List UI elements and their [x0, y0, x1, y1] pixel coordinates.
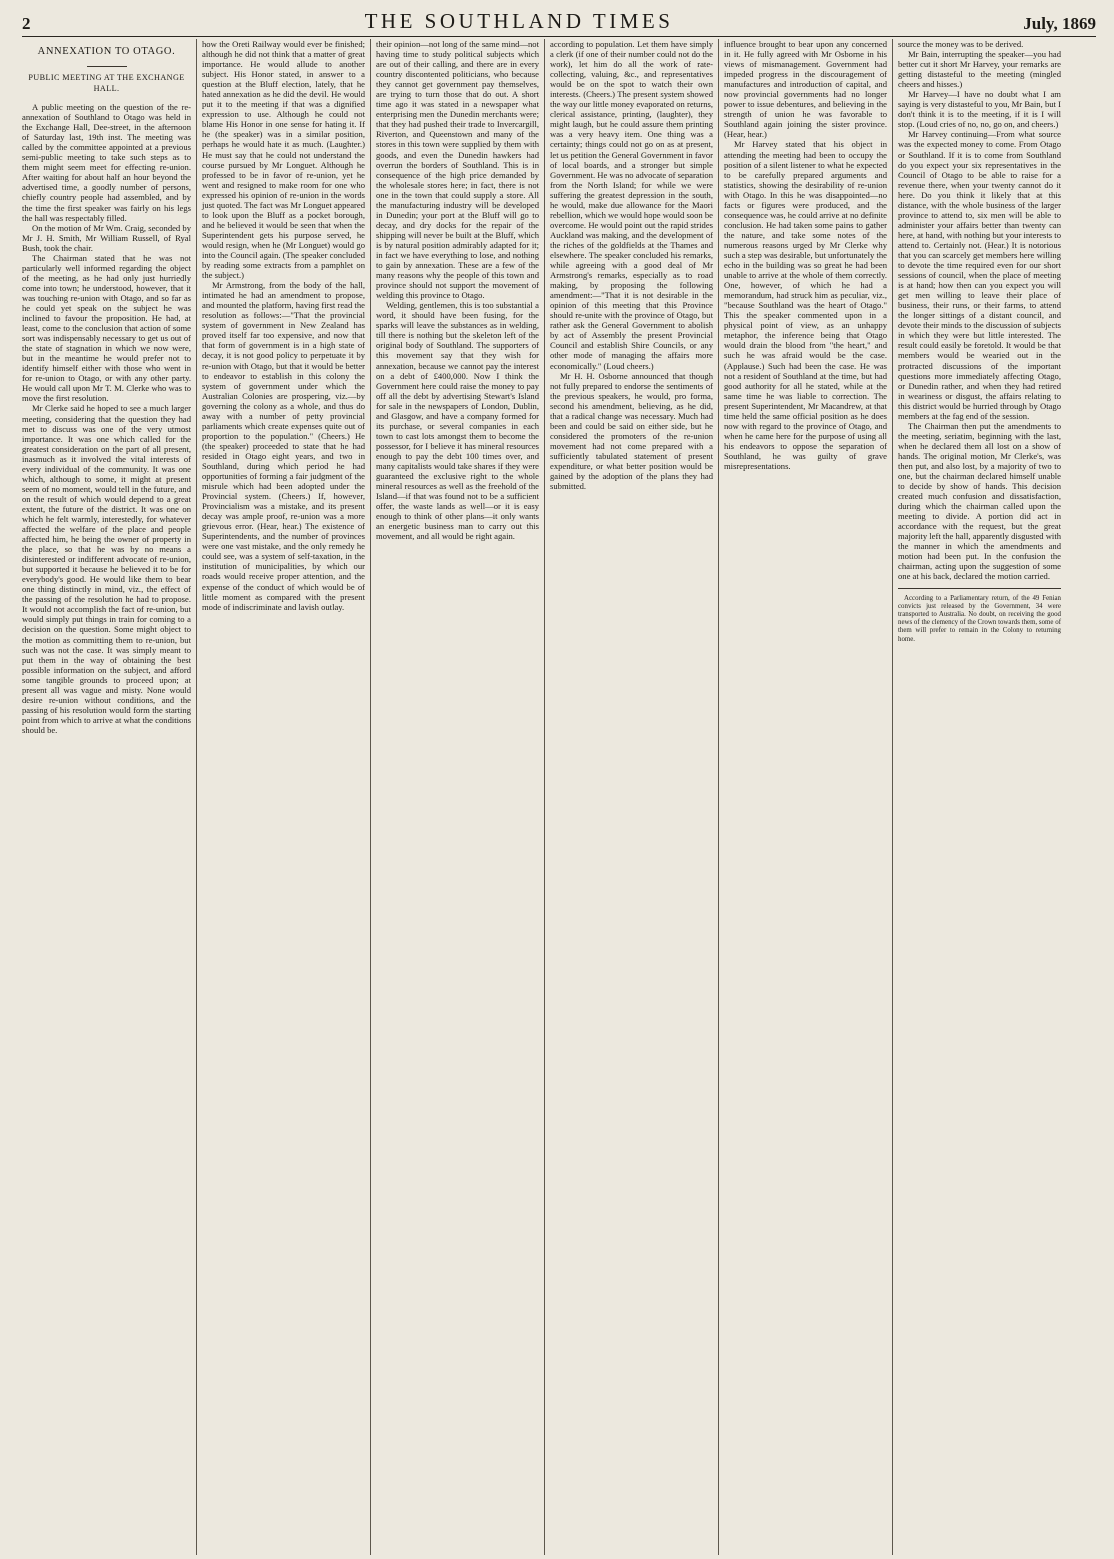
- paragraph: influence brought to bear upon any concerned in it. He fully agreed with Mr Osborne in his views of mismanagement. Government had impeded progress in the discouragement of manufactures and introduction of capital, and now provincial governments had no longer power to issue debentures, and believing in the strength of union he was favorable to Southland again joining the sister province. (Hear, hear.): [724, 39, 887, 140]
- footnote: According to a Parliamentary return, of the 49 Fenian convicts just released by the Government, 34 were transported to Australia. No doubt, on receiving the good news of the clemency of the Crown towards them, some of them will prefer to remain in the Colony to returning home.: [898, 588, 1061, 644]
- paragraph: their opinion—not long of the same mind—not having time to study political subjects which are out of their calling, and there are in every country discontented politicians, who because they cannot get government pay themselves, are trying to turn those that do out. A short time ago it was stated in a newspaper what enterprising men the Dunedin merchants were; that they had pushed their trade to Invercargill, Riverton, and Queenstown and many of the stores in this town were supplied by them with goods, and even the Dunedin hawkers had overrun the borders of Southland. This is in consequence of the high price demanded by the wholesale stores here; in fact, there is not one in the town that could supply a store. All the manufacturing industry will be developed in Dunedin; your port at the Bluff will go to decay, and dry docks for the repair of the shipping will never be built at the Bluff, which is by natural position admirably adapted for it; in fact we have everything to lose, and nothing to gain by annexation. These are a few of the many reasons why the people of this town and province should not support the movement of welding this province to Otago.: [376, 39, 539, 301]
- column-5: [718, 39, 892, 1555]
- paragraph: according to population. Let them have simply a clerk (if one of their number could not do the work), let him do all the work of rate-collecting, valuing, &c., and representatives would be on the spot to watch their own interests. (Cheers.) The present system showed the way our little money evaporated on returns, clerical assistance, printing, (laughter), they might laugh, but he could assure them printing was a very heavy item. One thing was a certainty; things could not go on as at present, let us petition the General Government in favor of local boards, and a stronger but simple Government. He was no advocate of separation from the North Island; for while we were suffering the greatest depression in the south, he would, make due allowance for the Maori rebellion, which we would hope would soon be overcome. He would point out the rapid strides Auckland was making, and the development of the riches of the goldfields at the Thames and elsewhere. The speaker concluded his remarks, while agreeing with a good deal of Mr Armstrong's remarks, especially as to road making, by proposing the following amendment:—"That it is not desirable in the opinion of this meeting that this Province should re-unite with the province of Otago, but rather ask the General Government to abolish by act of Assembly the present Provincial Council and establish Shire Councils, or any other mode of managing the affairs more economically." (Loud cheers.): [550, 39, 713, 371]
- paragraph: Mr H. H. Osborne announced that though not fully prepared to endorse the sentiments of the previous speakers, he would, pro forma, second his amendment, believing, as he did, that a radical change was necessary. Much had been and could be said on either side, but he considered the promoters of the re-union movement had not come prepared with a sufficiently tabulated statement of present expenditure, or what better position would be gained by the adoption of the plans they had submitted.: [550, 370, 713, 492]
- issue-date: July, 1869: [1023, 14, 1096, 33]
- paragraph: Mr Harvey continuing—From what source was the expected money to come. From Otago or Southland. If it is to come from Southland do you expect your six representatives in the Council of Otago to be able to raise for a revenue there, when your twenty cannot do it here. Do you think it likely that at this distance, with the whole business of the larger province to attend to, six men will be able to administer your affairs better than twenty can here, at hand, with nothing but your interests to attend to. Certainly not. (Hear.) It is notorious that you can scarcely get members here willing to devote the time required even for our short sessions of council, when the place of meeting is at hand; how then can you expect you will get men willing to leave their place of business, their runs, or their farms, to attend the longer sittings of a distant council, and devote their minds to the discussion of subjects in which they were but little interested. The result could easily be foretold. It would be that members would be wearied out in the protracted discussions of the important questions more immediately affecting Otago, or Dunedin rather, and when they had retired in weariness or disgust, the affairs relating to this district would be hurried through by Otago members at the fag end of the session.: [898, 129, 1061, 421]
- paragraph: A public meeting on the question of the re-annexation of Southland to Otago was held in the Exchange Hall, Dee-street, in the afternoon of Saturday last, 19th inst. The meeting was called by the committee appointed at a previous semi-public meeting to take such steps as to them might seem meet for effecting re-union. After waiting for about half an hour beyond the advertised time, a goodly number of persons, chiefly country people had assembled, and by the time the first speaker was fairly on his legs the hall was respectably filled.: [22, 102, 191, 223]
- paragraph: Mr Harvey stated that his object in attending the meeting had been to occupy the position of a silent listener to what he expected to be carefully prepared arguments and statistics, showing the desirability of re-union with Otago. In this he was disappointed—no facts or figures were produced, and the consequence was, he could arrive at no definite conclusion. He had taken some pains to gather the nature, and take some notes of the numerous reasons urged by Mr Clerke why such a step was desirable, but unfortunately the echo in the building was so great he had been unable to arrive at the whole of them correctly. One, however, of which he had a memorandum, had struck him as peculiar, viz., "because Southland was the heart of Otago." This the speaker commented upon in a physical point of view, as an unhappy metaphor, the inference being that Otago would drain the blood from "the heart," and such he was afraid would be the case. (Applause.) Such had been the case. He was not a resident of Southland at the time, but had good authority for all he stated, while at the same time he was liable to correction. The present Superintendent, Mr Macandrew, at that time held the same official position as he does now with regard to the province of Otago, and when he came here for the purpose of using all his endeavors to oppose the separation of Southland, he was guilty of grave misrepresentations.: [724, 139, 887, 471]
- headline-rule: [87, 66, 127, 67]
- paragraph: The Chairman then put the amendments to the meeting, seriatim, beginning with the last, when he declared them all lost on a show of hands. The original motion, Mr Clerke's, was then put, and also lost, by a majority of two to one, but the chairman declared himself unable to decide by show of hands. This decision created much confusion and dissatisfaction, during which the chairman called upon the meeting to divide. A portion did act in accordance with the request, but the great majority left the hall, apparently disgusted with the manner in which the amendments and motion had been put. In the confusion the chairman, acting upon the suggestion of some one at his back, declared the motion carried.: [898, 420, 1062, 582]
- column-1: [22, 39, 196, 1555]
- article-headline: ANNEXATION TO OTAGO.: [37, 46, 176, 57]
- page-number: 2: [22, 14, 31, 33]
- paragraph: source the money was to be derived.: [898, 39, 1024, 49]
- newspaper-title: THE SOUTHLAND TIMES: [364, 9, 674, 33]
- column-4: [544, 39, 718, 1555]
- paragraph: On the motion of Mr Wm. Craig, seconded by Mr J. H. Smith, Mr William Russell, of Ryal Bush, took the chair.: [22, 222, 191, 253]
- paragraph: Mr Bain, interrupting the speaker—you had better cut it short Mr Harvey, your remarks are getting distasteful to the meeting (mingled cheers and hisses.): [898, 49, 1061, 90]
- paragraph: Mr Clerke said he hoped to see a much larger meeting, considering that the question they had met to discuss was one of the very utmost importance. It was one which called for the greatest consideration on the part of all present, inasmuch as it involved the vital interests of every individual of the community. It was one which, although to some, it might at present seem of no moment, would tell in the future, and on the result of which would depend to a great extent, the future of the district. It was one on which he felt warmly, interestedly, for whatever affected the welfare of the place and people affected him, he being the owner of property in the place, so that he was by no means a disinterested or indifferent advocate of re-union, but supported it because he believed it to be for everybody's good. He would like them to bear one thing distinctly in mind, viz., the effect of the passing of the resolution he had to propose. It would not accomplish the fact of re-union, but would simply put things in train for coming to a decision on the question. Some might object to the motion as committing them to re-union, but such was not the case. It was simply meant to put them in the way of obtaining the best possible information on the subject, and afford some tangible grounds to proceed upon; at present all was vague and misty. None would desire re-union without conditions, and the passing of his resolution would form the starting point from which to arrive at what the conditions should be.: [22, 403, 191, 735]
- masthead: [22, 0, 1096, 37]
- column-6: [892, 39, 1066, 1555]
- paragraph: Welding, gentlemen, this is too substantial a word, it should have been fusing, for the sparks will leave the substances as in welding, till there is nothing but the skeleton left of the original body of Southland. The supporters of this movement say that they wish for annexation, because we cannot pay the interest on a debt of £400,000. Now I think the Government here could raise the money to pay off all the debt by advertising Stewart's Island for sale in the newspapers of London, Dublin, and Glasgow, and have a company formed for its purchase, or several companies in each town to cast lots amongst them to become the possessor, for I believe it has mineral resources enough to pay the debt 100 times over, and many capitalists would take shares if they were guaranteed the exclusive right to the whole mineral resources as well as the freehold of the Island—if that was found not to be a sufficient offer, the waste lands as well—or it is easy enough to think of other plans—it only wants an energetic business man to carry out this movement, and all would be right again.: [376, 300, 539, 542]
- article-subhead: PUBLIC MEETING AT THE EXCHANGE HALL.: [28, 73, 185, 94]
- paragraph: how the Oreti Railway would ever be finished; although he did not think that a matter of great importance. He would allude to another subject. His Honor stated, in answer to a question at the Bluff election, lately, that he hated annexation as he did the devil. He would put it to the meeting if that was a dignified expression to use. Although he could not blame His Honor in one sense for hating it. If he (the speaker) was in a similar position, perhaps he would hate it as much. (Laughter.) He must say that he could not understand the course pursued by Mr Longuet. Although he professed to be in favor of re-union, yet he went and resigned to make room for one who expressed his opinion of re-union in the words just quoted. The fact was Mr Longuet appeared to look upon the Bluff as a pocket borough, and he believed it would be seen that when the Superintendent gets his purpose served, he would resign, when he (Mr Longuet) would go into the Council again. (The speaker concluded by reading some extracts from a pamphlet on the subject.): [202, 39, 365, 281]
- paragraph: Mr Armstrong, from the body of the hall, intimated he had an amendment to propose, and mounted the platform, having first read the resolution as follows:—"That the provincial system of government in New Zealand has proved itself far too expensive, and now that that form of government is in a high state of decay, it is not good policy to perpetuate it by re-union with Otago, but that it would be better to endeavor to establish in this colony the system of government under which the Australian Colonies are prospering, viz.—by governing the colony as a whole, and thus do away with a number of petty provincial parliaments which create expenses quite out of proportion to the population." (Cheers.) He (the speaker) proceeded to state that he had resided in Otago eight years, and two in Southland, during which period he had opportunities of forming a fair judgment of the misrule which had been adopted under the Provincial system. (Cheers.) If, however, Provincialism was a mistake, and its present decay was ample proof, re-union was a more grievous error. (Hear, hear.) The existence of Superintendents, and the number of provinces were one vast mistake, and the only remedy he could see, was a system of self-taxation, in the institution of municipalities, by which our roads would receive proper attention, and the expense of the conduct of which would be of little moment as compared with the present mode of indiscriminate and lavish outlay.: [202, 280, 365, 612]
- paragraph: Mr Harvey—I have no doubt what I am saying is very distasteful to you, Mr Bain, but I don't think it is to the meeting, if it is I will stop. (Loud cries of no, no, go on, and cheers.): [898, 89, 1061, 130]
- column-2: [196, 39, 370, 1555]
- column-3: [370, 39, 544, 1555]
- paragraph: The Chairman stated that he was not particularly well informed regarding the object of the meeting, as he had only just hurriedly come into town; he understood, however, that it was touching re-union with Otago, and so far as he could yet speak on the subject he was inclined to favour the proposition. He had, at least, come to the conclusion that action of some sort was indispensably necessary to get us out of the state of stagnation in which we now were, but in the meantime he would prefer not to identify himself either with those who went in for re-union to Otago, or with any other party. He would call upon Mr T. M. Clerke who was to move the first resolution.: [22, 252, 191, 404]
- article-columns: [22, 39, 1096, 1555]
